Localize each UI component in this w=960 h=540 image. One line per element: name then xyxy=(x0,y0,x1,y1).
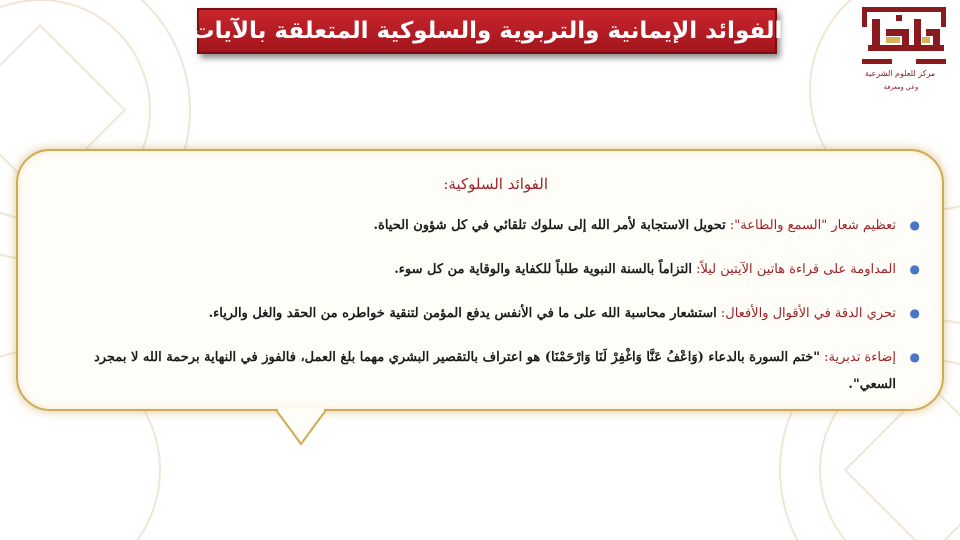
page-title: الفوائد الإيمانية والتربوية والسلوكية المتعلقة بالآيات xyxy=(191,18,783,44)
bullet-icon: ● xyxy=(909,306,920,320)
benefits-list xyxy=(58,212,924,415)
logo-tagline: وعي ومعرفة xyxy=(883,83,919,91)
logo xyxy=(852,5,956,97)
item-text: تحويل الاستجابة لأمر الله إلى سلوك تلقائي في كل شؤون الحياة. xyxy=(373,218,726,233)
item-label: إضاءة تدبرية: xyxy=(824,350,896,365)
section-heading: الفوائد السلوكية: xyxy=(443,175,548,193)
logo-mark-icon xyxy=(858,5,950,67)
logo-subtitle: مركز للعلوم الشرعية xyxy=(864,69,936,78)
list-item xyxy=(58,300,924,327)
list-item xyxy=(58,344,924,398)
item-text: استشعار محاسبة الله على ما في الأنفس يدفع المؤمن لتنقية خواطره من الحقد والغل والرياء. xyxy=(208,306,717,321)
item-label: المداومة على قراءة هاتين الآيتين ليلاً: xyxy=(696,262,896,277)
list-item xyxy=(58,256,924,283)
item-text: "ختم السورة بالدعاء (وَاعْفُ عَنَّا وَاغْفِرْ لَنَا وَارْحَمْنَا) هو اعتراف بالتقصير البشري مهما بلغ العمل، فالفوز في النهاية برحمة الله لا بمجرد السعي". xyxy=(93,350,896,392)
item-text: التزاماً بالسنة النبوية طلباً للكفاية والوقاية من كل سوء. xyxy=(394,262,692,277)
bullet-icon: ● xyxy=(909,350,920,364)
list-item xyxy=(58,212,924,239)
bullet-icon: ● xyxy=(909,262,920,276)
item-label: تعظيم شعار "السمع والطاعة": xyxy=(729,218,896,233)
bullet-icon: ● xyxy=(909,218,920,232)
item-label: تحري الدقة في الأقوال والأفعال: xyxy=(720,306,896,321)
title-banner xyxy=(191,8,783,54)
